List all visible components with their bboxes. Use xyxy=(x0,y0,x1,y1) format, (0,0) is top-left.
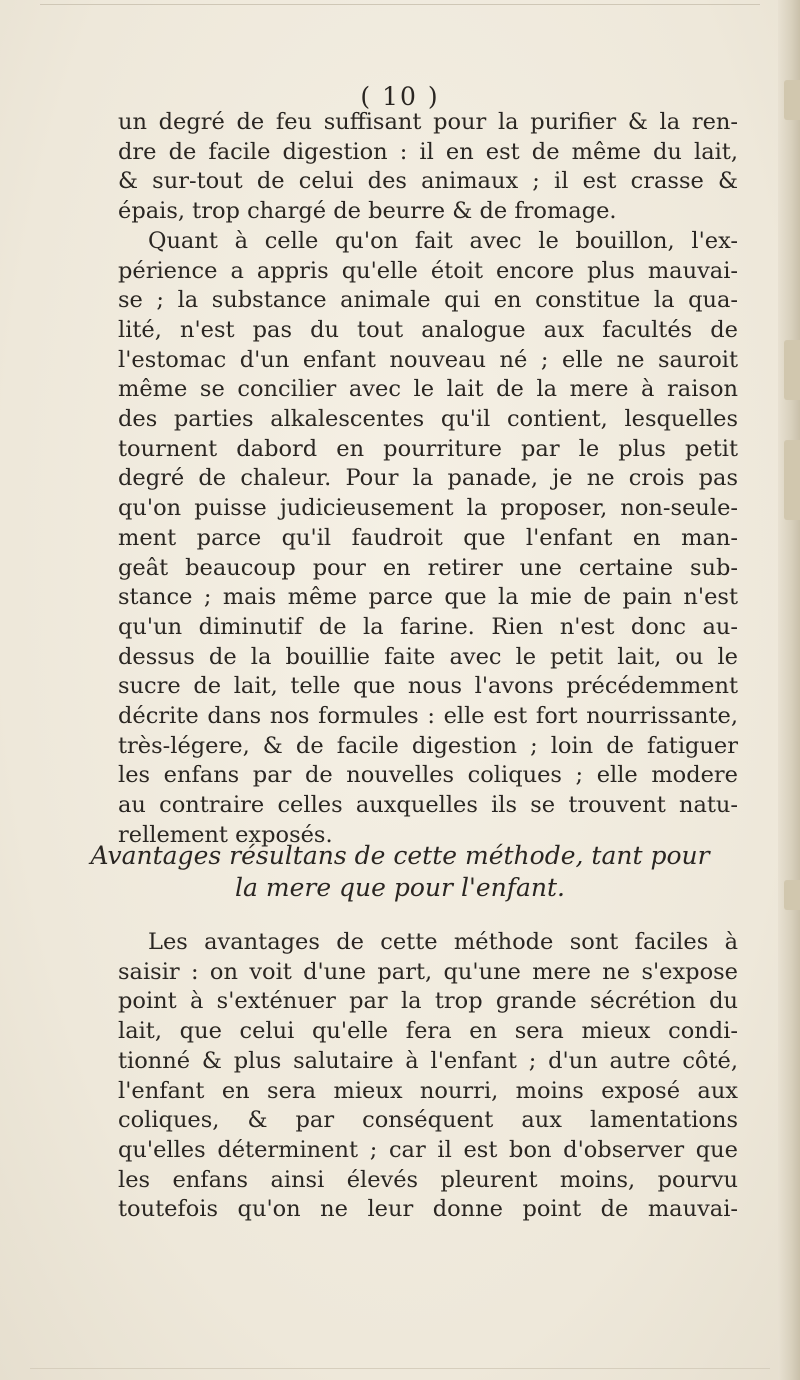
text-line: rellement exposés. xyxy=(118,821,333,848)
text-line: stance ; mais même parce que la mie de pain n'est xyxy=(118,584,738,611)
text-line: même se concilier avec le lait de la mere à raison xyxy=(118,376,738,403)
text-line: lait, que celui qu'elle fera en sera mieux condi- xyxy=(118,1018,738,1045)
text-line: dessus de la bouillie faite avec le petit lait, ou le xyxy=(118,643,738,670)
page-number: ( 10 ) xyxy=(360,82,440,111)
text-line: qu'un diminutif de la farine. Rien n'est donc au- xyxy=(118,613,738,640)
text-line: ment parce qu'il faudroit que l'enfant en man- xyxy=(118,524,738,551)
text-line: dre de facile digestion : il en est de même du lait, xyxy=(118,138,738,165)
text-line: geât beaucoup pour en retirer une certaine sub- xyxy=(118,554,738,581)
text-line: qu'elles déterminent ; car il est bon d'observer que xyxy=(118,1136,738,1163)
text-line: un degré de feu suffisant pour la purifier & la ren- xyxy=(118,109,738,135)
text-line: point à s'exténuer par la trop grande sécrétion du xyxy=(118,988,738,1015)
text-line: tionné & plus salutaire à l'enfant ; d'un autre côté, xyxy=(118,1047,738,1074)
text-line: & sur-tout de celui des animaux ; il est crasse & xyxy=(118,168,738,195)
text-line: toutefois qu'on ne leur donne point de mauvai- xyxy=(118,1196,738,1223)
text-line: saisir : on voit d'une part, qu'une mere ne s'expose xyxy=(118,958,738,985)
text-line: l'estomac d'un enfant nouveau né ; elle ne sauroit xyxy=(118,346,738,373)
text-line: qu'on puisse judicieusement la proposer, non-seule- xyxy=(118,495,738,522)
text-line: sucre de lait, telle que nous l'avons précédemment xyxy=(118,673,738,700)
text-line: Les avantages de cette méthode sont faciles à xyxy=(148,929,738,955)
heading-line-1: Avantages résultans de cette méthode, tant pour xyxy=(90,841,710,870)
text-line: tournent dabord en pourriture par le plus petit xyxy=(118,435,738,462)
text-line: décrite dans nos formules : elle est fort nourrissante, xyxy=(118,703,738,730)
text-line: les enfans ainsi élevés pleurent moins, pourvu xyxy=(118,1166,738,1193)
page-edge-shadow xyxy=(778,0,800,1380)
text-line: les enfans par de nouvelles coliques ; elle modere xyxy=(118,762,738,789)
text-line: très-légere, & de facile digestion ; loin de fatiguer xyxy=(118,732,738,759)
text-line: périence a appris qu'elle étoit encore plus mauvai- xyxy=(118,257,738,284)
bottom-edge-line xyxy=(30,1368,770,1369)
text-line: Quant à celle qu'on fait avec le bouillon, l'ex- xyxy=(148,227,738,254)
text-line: l'enfant en sera mieux nourri, moins exposé aux xyxy=(118,1077,738,1104)
text-line: au contraire celles auxquelles ils se trouvent natu- xyxy=(118,792,738,819)
heading-line-2: la mere que pour l'enfant. xyxy=(235,873,565,902)
paragraph-block-2 xyxy=(118,928,738,1225)
text-line: coliques, & par conséquent aux lamentations xyxy=(118,1107,738,1134)
section-heading xyxy=(0,840,800,904)
text-line: se ; la substance animale qui en constitue la qua- xyxy=(118,287,738,314)
top-edge-line xyxy=(40,4,760,5)
text-line: épais, trop chargé de beurre & de fromage. xyxy=(118,198,617,225)
text-line: des parties alkalescentes qu'il contient, lesquelles xyxy=(118,406,738,433)
text-line: lité, n'est pas du tout analogue aux facultés de xyxy=(118,316,738,343)
text-line: degré de chaleur. Pour la panade, je ne crois pas xyxy=(118,465,738,492)
paragraph-block-1 xyxy=(118,108,738,851)
